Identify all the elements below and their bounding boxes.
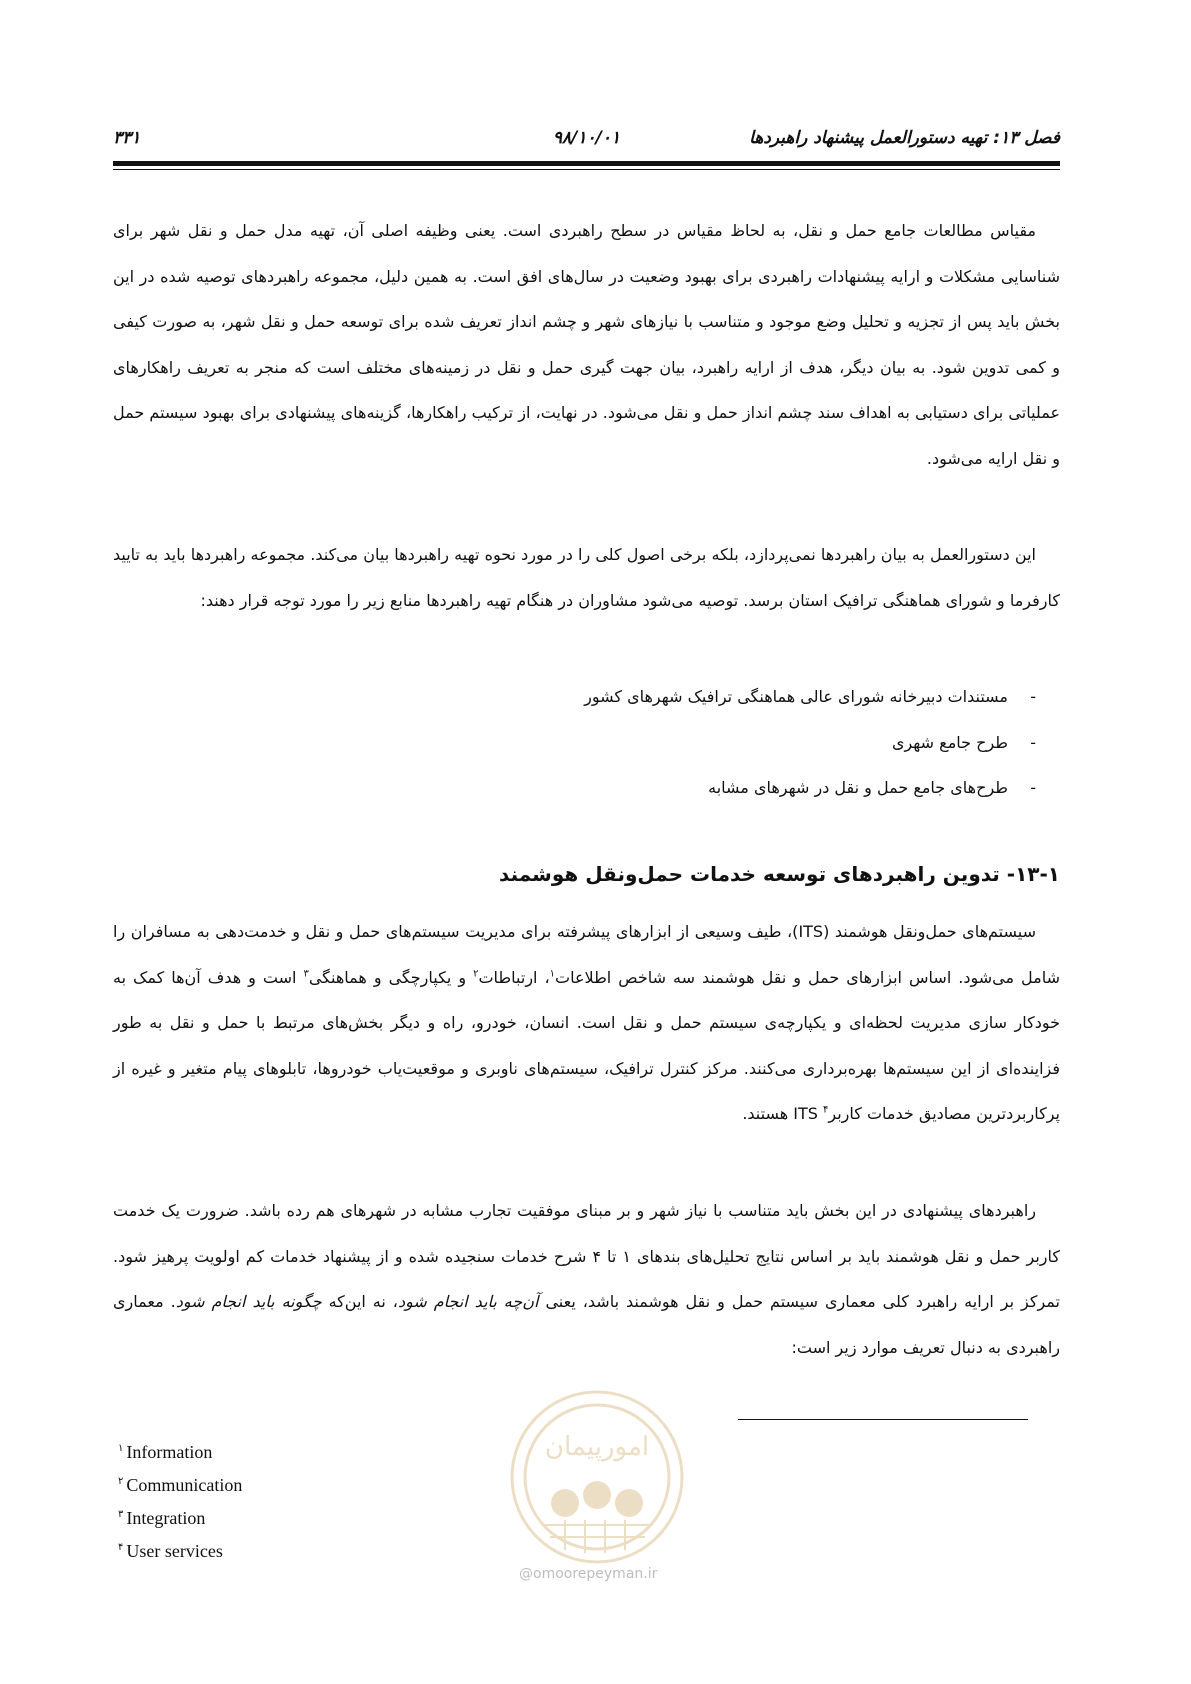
footnote-ref: ۱ (549, 968, 556, 980)
footnote-ref: ۲ (473, 968, 479, 980)
watermark-logo-icon (505, 1385, 690, 1570)
list-item (113, 674, 1060, 720)
footnotes (118, 1436, 242, 1568)
footnote: $^۳$ Integration (118, 1508, 206, 1528)
list-bullet: - (1030, 687, 1036, 706)
paragraph-text: سیستم‌های حمل‌ونقل هوشمند (ITS)، طیف وسیعی از ابزارهای پیشرفته برای مدیریت سیستم‌های حمل و نقل و خدمت‌دهی به مسافران را شامل می‌شود. اساس ابزارهای حمل و نقل هوشمند سه شاخص اطلاعات$^۱$، ارتباطات$^۲$ و یکپارچگی و هماهنگی$^۳$ است و هدف آن‌ها کمک به خودکار سازی مدیریت لحظه‌ای و یکپارچه‌ی سیستم حمل و نقل است. انسان، خودرو، راه و دیگر بخش‌های مرتبط با حمل و نقل به طور فزاینده‌ای از این سیستم‌ها بهره‌برداری می‌کنند. مرکز کنترل ترافیک، سیستم‌های ناوبری و موقعیت‌یاب خودروها، تابلوهای پیام متغیر و غیره از پرکاربردترین مصادیق خدمات کاربر$^۴$ ITS هستند. (113, 922, 1061, 1124)
paragraph-strategy (113, 1188, 1060, 1370)
list-bullet: - (1030, 778, 1036, 798)
list-item-text: طرح‌های جامع حمل و نقل در شهرهای مشابه (708, 778, 1008, 798)
header-rule-thin (113, 169, 1060, 170)
paragraph-text: مقیاس مطالعات جامع حمل و نقل، به لحاظ مقیاس در سطح راهبردی است. یعنی وظیفه اصلی آن، تهیه مدل حمل و نقل شهر برای شناسایی مشکلات و ارایه پیشنهادات راهبردی برای بهبود وضعیت در سال‌های افق است. به همین دلیل، مجموعه راهبردهای توصیه شده در این بخش باید پس از تجزیه و تحلیل وضع موجود و متناسب با نیازهای شهر و چشم انداز تعریف شده برای توسعه حمل و نقل شهر، به صورت کیفی و کمی تدوین شود. به بیان دیگر، هدف از ارایه راهبرد، بیان جهت گیری حمل و نقل در زمینه‌های مختلف است که منجر به تعریف راهکارهای عملیاتی برای دستیابی به اهداف سند چشم انداز حمل و نقل می‌شود. در نهایت، از ترکیب راهکارها، گزینه‌های پیشنهادی برای بهبود سیستم حمل و نقل ارایه می‌شود. (113, 221, 1060, 468)
page-header (113, 128, 1060, 156)
watermark-site: @omoorepeyman.ir (519, 1566, 658, 1582)
chapter-title: فصل ۱۳: تهیه دستورالعمل پیشنهاد راهبردها (749, 128, 1060, 148)
svg-text:امورپیمان: امورپیمان (544, 1432, 650, 1462)
footnote: $^۲$ Communication (118, 1475, 243, 1495)
footnote: $^۴$ User services (118, 1541, 223, 1561)
footnote-ref: ۳ (303, 968, 309, 980)
list-item (113, 765, 1060, 811)
list-bullet: - (1030, 732, 1036, 752)
paragraph-text: این دستورالعمل به بیان راهبردها نمی‌پردازد، بلکه برخی اصول کلی را در مورد نحوه تهیه راهبردها بیان می‌کند. مجموعه راهبردها باید به تایید کارفرما و شورای هماهنگی ترافیک استان برسد. توصیه می‌شود مشاوران در هنگام تهیه راهبردها منابع زیر را مورد توجه قرار دهند: (113, 545, 1060, 610)
footnote-ref: ۴ (823, 1105, 829, 1117)
section-heading: ۱۳-۱- تدوین راهبردهای توسعه خدمات حمل‌ونقل هوشمند (499, 862, 1060, 886)
list-item-text: مستندات دبیرخانه شورای عالی هماهنگی ترافیک شهرهای کشور (584, 687, 1008, 706)
header-rule-thick (113, 161, 1060, 166)
paragraph-guideline (113, 532, 1060, 623)
footnote: $^۱$ Information (118, 1442, 213, 1462)
page-number: ۳۳۱ (113, 128, 141, 148)
header-date: ۹۸/۱۰/۰۱ (552, 128, 621, 148)
paragraph-its (113, 909, 1060, 1137)
paragraph-text: راهبردهای پیشنهادی در این بخش باید متناسب با نیاز شهر و بر مبنای موفقیت تجارب مشابه در شهرهای هم رده باشد. ضرورت یک خدمت کاربر حمل و نقل هوشمند باید بر اساس نتایج تحلیل‌های بندهای ۱ تا ۴ شرح خدمات سنجیده شده و از پیشنهاد خدمات کم اولویت پرهیز شود. تمرکز بر ارایه راهبرد کلی معماری سیستم حمل و نقل هوشمند باشد، یعنی آن‌چه باید انجام شود، نه این‌که چگونه باید انجام شود. معماری راهبردی به دنبال تعریف موارد زیر است: (113, 1201, 1061, 1357)
list-item-text: طرح جامع شهری (891, 732, 1008, 752)
paragraph-scale (113, 208, 1060, 482)
footnote-rule (738, 1419, 1028, 1420)
list-item (113, 720, 1060, 766)
sources-list (113, 674, 1060, 811)
